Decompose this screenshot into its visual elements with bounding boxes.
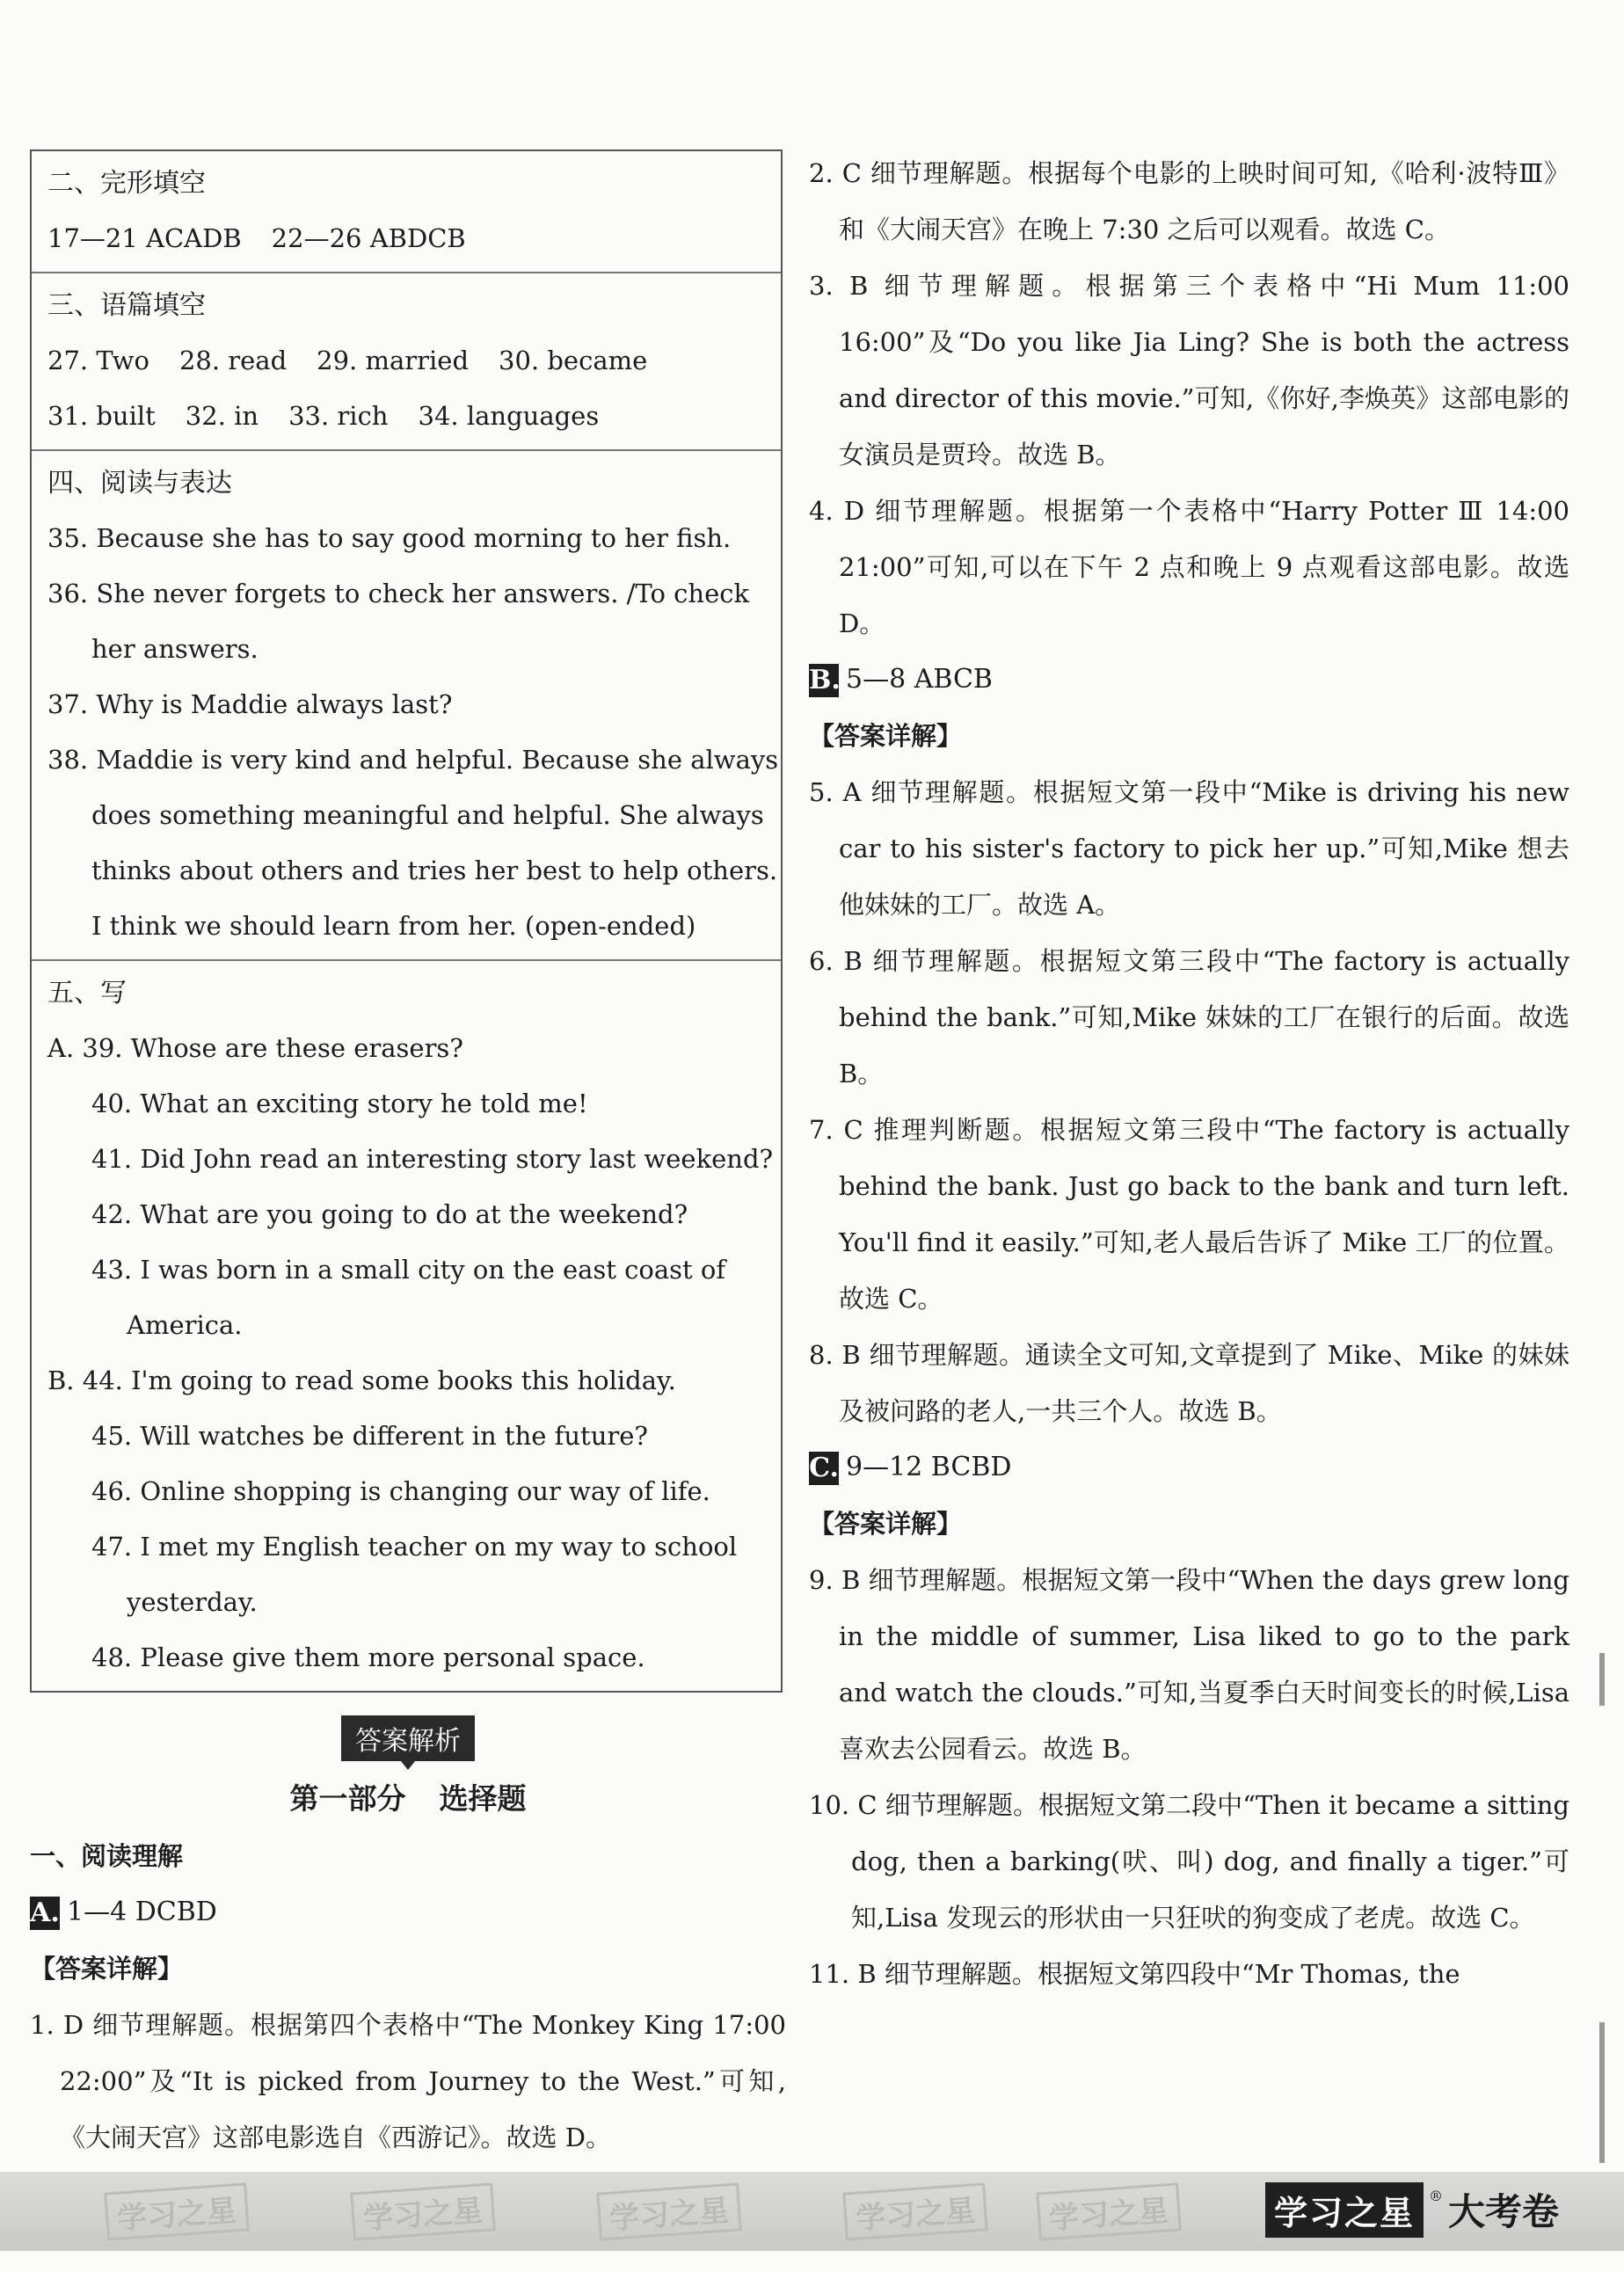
answer-line [47,211,761,266]
answer-line: 42. What are you going to do at the weekend? [91,1199,688,1229]
answer-line: 48. Please give them more personal space. [91,1642,645,1672]
answer-group-a [30,1884,786,1941]
answer-line: I think we should learn from her. (open-ended) [91,911,696,941]
answer-line: does something meaningful and helpful. She always [91,800,764,830]
question-explanation: 6. B 细节理解题。根据短文第三段中“The factory is actually behind the bank.”可知,Mike 妹妹的工厂在银行的后面。故选 B。 [809,946,1569,1089]
question-explanation: 9. B 细节理解题。根据短文第一段中“When the days grew long in the middle of summer, Lisa liked to go to the park and watch the clouds.”可知,当夏季白天时间变长的时候,Lisa 喜欢去公园看云。故选 B。 [809,1565,1569,1764]
answer-line: B. 44. I'm going to read some books this holiday. [47,1365,676,1395]
analysis-tag: 答案解析 [341,1715,475,1761]
answer-line: 46. Online shopping is changing our way of life. [91,1476,710,1506]
section-heading: 三、语篇填空 [47,290,206,321]
question-explanation: 5. A 细节理解题。根据短文第一段中“Mike is driving his new car to his sister's factory to pick her up.”可知,Mike 想去他妹妹的工厂。故选 A。 [809,777,1569,920]
answer-line: America. [127,1310,243,1340]
question-explanation: 10. C 细节理解题。根据短文第二段中“Then it became a sitting dog, then a barking(吠、叫) dog, and finally a tiger.”可知,Lisa 发现云的形状由一只狂吠的狗变成了老虎。故选 C。 [809,1790,1569,1933]
question-explanation: 4. D 细节理解题。根据第一个表格中“Harry Potter Ⅲ 14:00 21:00”可知,可以在下午 2 点和晚上 9 点观看这部电影。故选 D。 [809,496,1596,638]
section-heading: 四、阅读与表达 [47,468,232,499]
passage-fill-section [32,273,781,451]
question-explanation: 2. C 细节理解题。根据每个电影的上映时间可知,《哈利·波特Ⅲ》和《大闹天宫》在晚上 7:30 之后可以观看。故选 C。 [809,158,1569,244]
scan-edge-mark [1599,1653,1605,1706]
answer-key-box [30,149,783,1693]
section-heading: 二、完形填空 [47,168,206,199]
answer-line: yesterday. [127,1587,258,1617]
answer-text: 17—21 ACADB [47,223,242,253]
answer-line: her answers. [91,634,259,664]
section-heading: 五、写 [47,978,127,1009]
left-column [30,149,812,2166]
question-explanation: 3. B 细节理解题。根据第三个表格中“Hi Mum 11:00 16:00”及“Do you like Jia Ling? She is both the actress and director of this movie.”可知,《你好,李焕英》这部电影的女演员是贾玲。故选 B。 [809,271,1596,470]
group-answers: 1—4 DCBD [67,1897,217,1927]
group-answers: 9—12 BCBD [846,1452,1012,1482]
answer-text: 22—26 ABDCB [271,223,466,253]
detail-heading: 【答案详解】 [809,721,963,751]
answer-text: 28. read [178,346,288,375]
question-explanation: 1. D 细节理解题。根据第四个表格中“The Monkey King 17:00 22:00”及“It is picked from Journey to the West.”可知,《大闹天宫》这部电影选自《西游记》。故选 D。 [30,2010,812,2152]
footer-watermark: 学习之星 [1036,2182,1181,2240]
question-explanation: 8. B 细节理解题。通读全文可知,文章提到了 Mike、Mike 的妹妹及被问路的老人,一共三个人。故选 B。 [809,1340,1569,1426]
group-letter-badge: B. [809,665,841,695]
answer-line: 35. Because she has to say good morning to her fish. [47,523,732,553]
answer-line: 47. I met my English teacher on my way to school [91,1532,738,1562]
footer-watermark: 学习之星 [350,2182,495,2240]
detail-heading: 【答案详解】 [809,1509,963,1539]
writing-section [32,961,781,1691]
question-explanation: 7. C 推理判断题。根据短文第三段中“The factory is actually behind the bank. Just go back to the bank and turn left. You'll find it easily.”可知,老人最后告诉了 Mike 工厂的位置。故选 C。 [809,1115,1569,1314]
question-explanation: 11. B 细节理解题。根据短文第四段中“Mr Thomas, the [809,1959,1460,1989]
answer-line [47,389,761,444]
part-title-label: 第一部分 [289,1781,406,1816]
answer-line: 45. Will watches be different in the future? [91,1421,648,1451]
answer-text: 33. rich [288,401,389,431]
footer-watermark: 学习之星 [596,2182,741,2240]
answer-text: 34. languages [418,401,600,431]
answer-line: 37. Why is Maddie always last? [47,689,453,719]
reading-expression-section [32,451,781,961]
footer-watermark: 学习之星 [104,2182,249,2240]
answer-line: 38. Maddie is very kind and helpful. Because she always [47,745,779,775]
answer-text: 27. Two [47,346,149,375]
analysis-tag-wrap [30,1715,786,1761]
answer-line [47,333,761,389]
answer-group-b [809,652,1569,708]
part-title [30,1777,786,1821]
answer-text: 29. married [317,346,470,375]
group-letter-badge: C. [809,1453,839,1483]
part-title-label: 选择题 [439,1781,527,1816]
brand-logo: 学习之星 [1265,2182,1424,2238]
section-heading-reading: 一、阅读理解 [30,1841,184,1871]
answer-line: 36. She never forgets to check her answers. /To check [47,579,750,608]
group-letter-badge: A. [30,1897,60,1928]
detail-heading: 【答案详解】 [30,1954,184,1984]
cloze-section [32,151,781,273]
answer-text: 31. built [47,401,156,431]
answer-line: 40. What an exciting story he told me! [91,1089,588,1118]
brand-logo-group [1265,2179,1559,2240]
answer-text: 30. became [499,346,648,375]
right-column [809,145,1596,2002]
footer-watermark: 学习之星 [842,2182,987,2240]
answer-line: A. 39. Whose are these erasers? [47,1033,463,1063]
group-answers: 5—8 ABCB [846,664,993,695]
answer-line: 41. Did John read an interesting story last weekend? [91,1144,774,1174]
scan-edge-mark [1599,2022,1605,2163]
answer-line: thinks about others and tries her best to help others. [91,856,778,885]
brand-title: 大考卷 [1447,2190,1559,2233]
registered-mark: ® [1428,2188,1443,2204]
answer-group-c [809,1439,1569,1496]
answer-line: 43. I was born in a small city on the east coast of [91,1255,726,1285]
answer-text: 32. in [185,401,259,431]
